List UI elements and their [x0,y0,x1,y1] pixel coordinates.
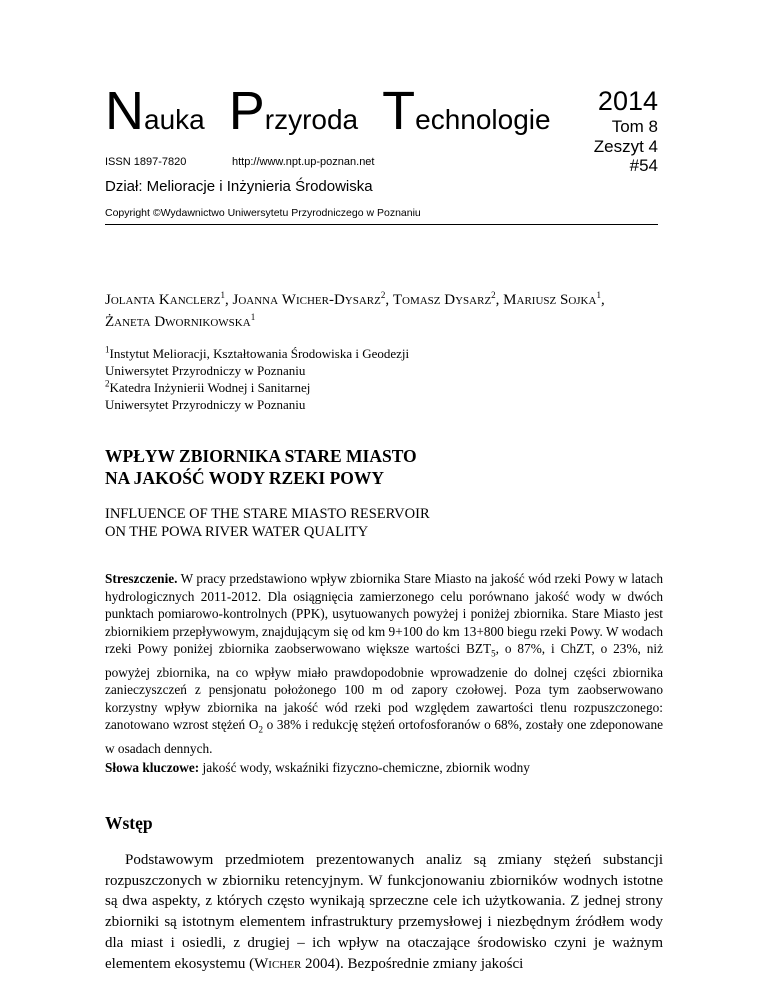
affiliation: $^1$Instytut Melioracji, Kształtowania Środowiska i Geodezji [105,344,410,361]
journal-title-word-1: Nauka [105,81,205,141]
journal-title [105,81,551,141]
journal-section: Dział: Melioracje i Inżynieria Środowiska [105,178,373,195]
section-heading-intro: Wstęp [105,813,153,833]
author: Żaneta Dwornikowska$^1$ [105,312,256,330]
abstract: Streszczenie. W pracy przedstawiono wpływ zbiornika Stare Miasto na jakość wód rzeki Powy w latach hydrologicznych 2011-2012. Dla osiągnięcia zamierzonego celu porównano jakość wody w dwóch punktach pomiarowo-kontrolnych (PPK), usytuowanych powyżej i poniżej zbiornika. Stare Miasto jest zbiornikiem przepływowym, znajdującym się od km 9+100 do km 13+800 biegu rzeki Powy. W wodach rzeki Powy poniżej zbiornika zaobserwowano większe wartości $BZT_5$, o 87%, i ChZT, o 23%, niż powyżej zbiornika, na co wpływ miało prawdopodobnie wprowadzenie do dolnej części zbiornika zanieczyszczeń z pensjonatu położonego 100 m od zapory czołowej. Poza tym zaobserwowano korzystny wpływ zbiornika na jakość wód rzeki pod względem zawartości tlenu rozpuszczonego: zanotowano wzrost stężeń $O_2$ o 38% i redukcję stężeń ortofosforanów o 68%, zostały one zdeponowane w osadach dennych. [105,571,663,756]
abstract-label: Streszczenie. [105,571,178,586]
issue-serial: #54 [629,156,658,176]
keywords-label: Słowa kluczowe: [105,760,200,775]
journal-title-word-2: Przyroda [228,81,359,141]
affiliations [105,345,409,413]
issue-number: Zeszyt 4 [593,136,658,156]
author: Joanna Wicher-Dysarz$^2$ [232,290,386,308]
keywords: Słowa kluczowe: jakość wody, wskaźniki fizyczno-chemiczne, zbiornik wodny [105,760,530,775]
journal-url[interactable]: http://www.npt.up-poznan.net [232,156,375,168]
header-divider [105,224,658,225]
affiliation-university: Uniwersytet Przyrodniczy w Poznaniu [105,363,306,378]
article-title-english: INFLUENCE OF THE STARE MIASTO RESERVOIR ON THE POWA RIVER WATER QUALITY [105,506,430,540]
copyright: Copyright ©Wydawnictwo Uniwersytetu Przyrodniczego w Poznaniu [105,207,421,219]
intro-paragraph: Podstawowym przedmiotem prezentowanych analiz są zmiany stężeń substancji rozpuszczonych w zbiorniku retencyjnym. W funkcjonowaniu zbiorników wodnych istotne są dwa aspekty, z których często wynikają sprzeczne cele ich użytkowania. Z jednej strony zbiorniki są istotnym elementem infrastruktury przemysłowej i niezbędnym źródłem wody dla miast i osiedli, z drugiej – ich wpływ na otaczające środowisko czyni je ważnym elementem ekosystemu (Wicher 2004). Bezpośrednie zmiany jakości [105,852,663,972]
author: Tomasz Dysarz$^2$ [392,290,496,308]
issue-info [594,86,658,176]
author: Jolanta Kanclerz$^1$ [105,290,225,308]
author-list: Jolanta Kanclerz$^1$, Joanna Wicher-Dysarz$^2$, Tomasz Dysarz$^2$, Mariusz Sojka$^1$, Żaneta Dwornikowska$^1$ [105,290,605,330]
journal-title-word-3: Technologie [382,81,551,141]
author: Mariusz Sojka$^1$ [503,290,601,308]
issue-year: 2014 [597,86,658,116]
article-title-polish: WPŁYW ZBIORNIKA STARE MIASTO NA JAKOŚĆ WODY RZEKI POWY [105,446,417,488]
affiliation: $^2$Katedra Inżynierii Wodnej i Sanitarnej [105,378,311,395]
citation: Wicher 2004) [254,955,341,972]
affiliation-university: Uniwersytet Przyrodniczy w Poznaniu [105,397,306,412]
issue-volume: Tom 8 [611,117,658,137]
issn: ISSN 1897-7820 [105,156,187,168]
